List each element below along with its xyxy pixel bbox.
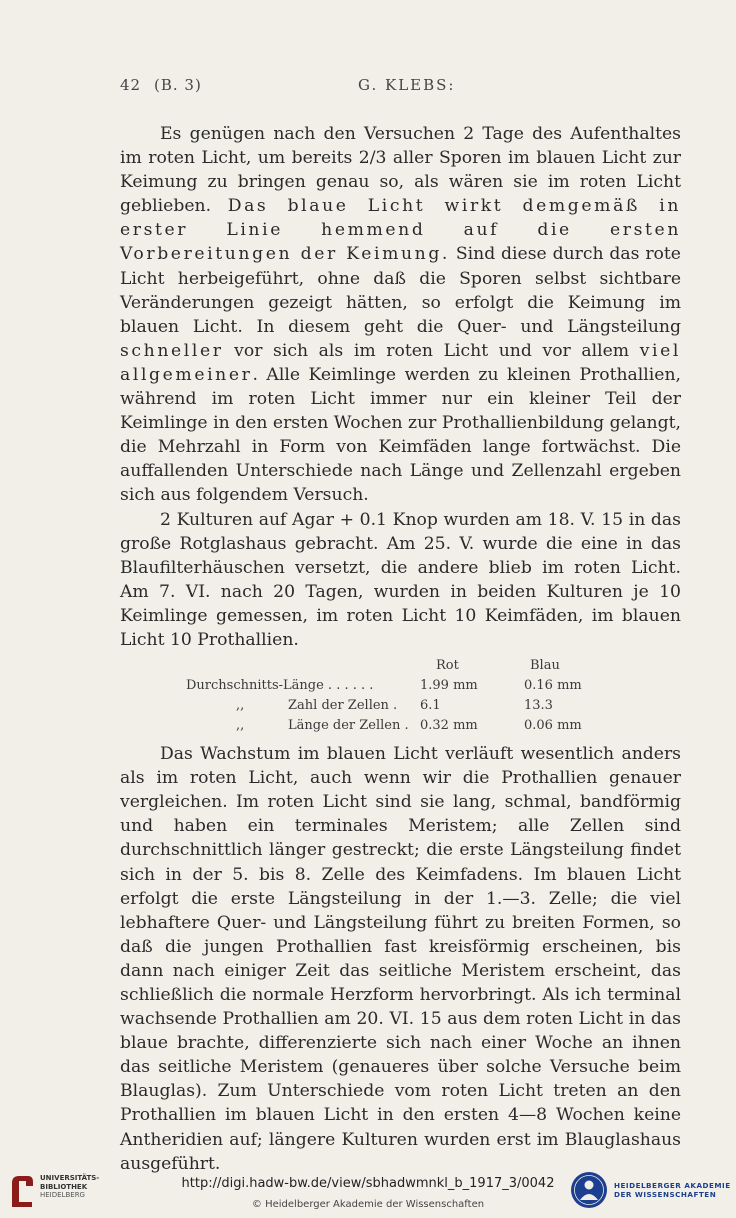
text-run: Sind diese durch das rote Licht herbeigeführt, ohne daß die Sporen selbst sichtbare Veränderungen gezeigt hätten, so erfolgt die Keimung im blauen Licht. In diesem geht die Quer- und Längsteilung: [120, 244, 681, 337]
table-row: [120, 676, 681, 696]
value-blau: 13.3: [524, 698, 553, 714]
column-header-rot: Rot: [436, 658, 459, 674]
text-run: 2 Kulturen auf Agar + 0.1 Knop wurden am 18. V. 15 in das große Rotglashaus gebracht. Am 25. V. wurde die eine in das Blaufilterhäuschen versetzt, die andere blieb im roten Licht. Am 7. VI. nach 20 Tagen, wurden in beiden Kulturen je 10 Keimlinge gemessen, im roten Licht 10 Keimfäden, im blauen Licht 10 Prothallien.: [120, 509, 681, 650]
page-number: 42: [120, 76, 142, 94]
section-label: (B. 3): [154, 76, 202, 94]
value-blau: 0.06 mm: [524, 718, 582, 734]
university-library-name: UNIVERSITÄTS- BIBLIOTHEK HEIDELBERG: [40, 1174, 100, 1199]
source-url-link[interactable]: http://digi.hadw-bw.de/view/sbhadwmnkl_b_1917_3/0042: [181, 1176, 555, 1191]
footer-bar: [0, 1162, 736, 1218]
table-row: [120, 696, 681, 716]
value-rot: 0.32 mm: [420, 718, 478, 734]
table-row: [120, 716, 681, 736]
academy-seal-icon: [570, 1171, 608, 1209]
row-label: Zahl der Zellen .: [288, 698, 398, 714]
value-rot: 6.1: [420, 698, 441, 714]
text-run: . Alle Keimlinge werden zu kleinen Prothallien, während im roten Licht immer nur ein kleiner Teil der Keimlinge in den ersten Wochen zur Prothallienbildung gelangt, die Mehrzahl in Form von Keimfäden lange fortwächst. Die auffallenden Unterschiede nach Länge und Zellenzahl ergeben sich aus folgendem Versuch.: [120, 364, 681, 506]
emphasis-text: schneller: [120, 340, 224, 361]
academy-name: HEIDELBERGER AKADEMIE DER WISSENSCHAFTEN: [614, 1181, 731, 1199]
column-header-blau: Blau: [530, 658, 560, 674]
author-name: G. KLEBS:: [358, 76, 456, 94]
running-header: [120, 76, 680, 98]
row-label: Durchschnitts-Länge . . . . . .: [186, 678, 374, 694]
emphasis-text: viel allgemeiner: [120, 340, 681, 385]
measurement-table: [120, 656, 681, 736]
paragraph: [120, 508, 681, 653]
copyright-notice: © Heidelberger Akademie der Wissenschaften: [251, 1199, 485, 1210]
value-rot: 1.99 mm: [420, 678, 478, 694]
paragraph: [120, 742, 681, 1176]
value-blau: 0.16 mm: [524, 678, 582, 694]
text-run: Es genügen nach den Versuchen 2 Tage des Aufenthaltes im roten Licht, um bereits 2/3 aller Sporen im blauen Licht zur Keimung zu bringen genau so, als wären sie im roten Licht geblieben.: [120, 124, 681, 217]
table-header-row: [120, 656, 681, 676]
ditto-mark: ,,: [236, 718, 245, 734]
emphasis-text: Das blaue Licht wirkt demgemäß in erster Linie hemmend auf die ersten Vorbereitungen der Keimung.: [120, 196, 681, 265]
row-label: Länge der Zellen .: [288, 718, 409, 734]
paragraph: [120, 122, 681, 508]
page-body: [120, 122, 681, 1176]
ditto-mark: ,,: [236, 698, 245, 714]
text-run: Das Wachstum im blauen Licht verläuft wesentlich anders als im roten Licht, auch wenn wir die Prothallien genauer vergleichen. Im roten Licht sind sie lang, schmal, bandförmig und haben ein terminales Meristem; alle Zellen sind durchschnittlich länger gestreckt; die erste Längsteilung findet sich in der 5. bis 8. Zelle des Keimfadens. Im blauen Licht erfolgt die erste Längsteilung in der 1.—3. Zelle; die viel lebhaftere Quer- und Längsteilung führt zu breiten Formen, so daß die jungen Prothallien fast kreisförmig erscheinen, bis dann nach einiger Zeit das seitliche Meristem erscheint, das schließlich die normale Herzform hervorbringt. Als ich terminal wachsende Prothallien am 20. VI. 15 aus dem roten Licht in das blaue brachte, differenzierte sich nach einer Woche an ihnen das seitliche Meristem (genaueres über solche Versuche beim Blauglas). Zum Unterschiede vom roten Licht treten an den Prothallien im blauen Licht in den ersten 4—8 Wochen keine Antheridien auf; längere Kulturen wurden erst im Blauglashaus ausgeführt.: [120, 744, 681, 1174]
text-run: vor sich als im roten Licht und vor allem: [223, 340, 640, 361]
